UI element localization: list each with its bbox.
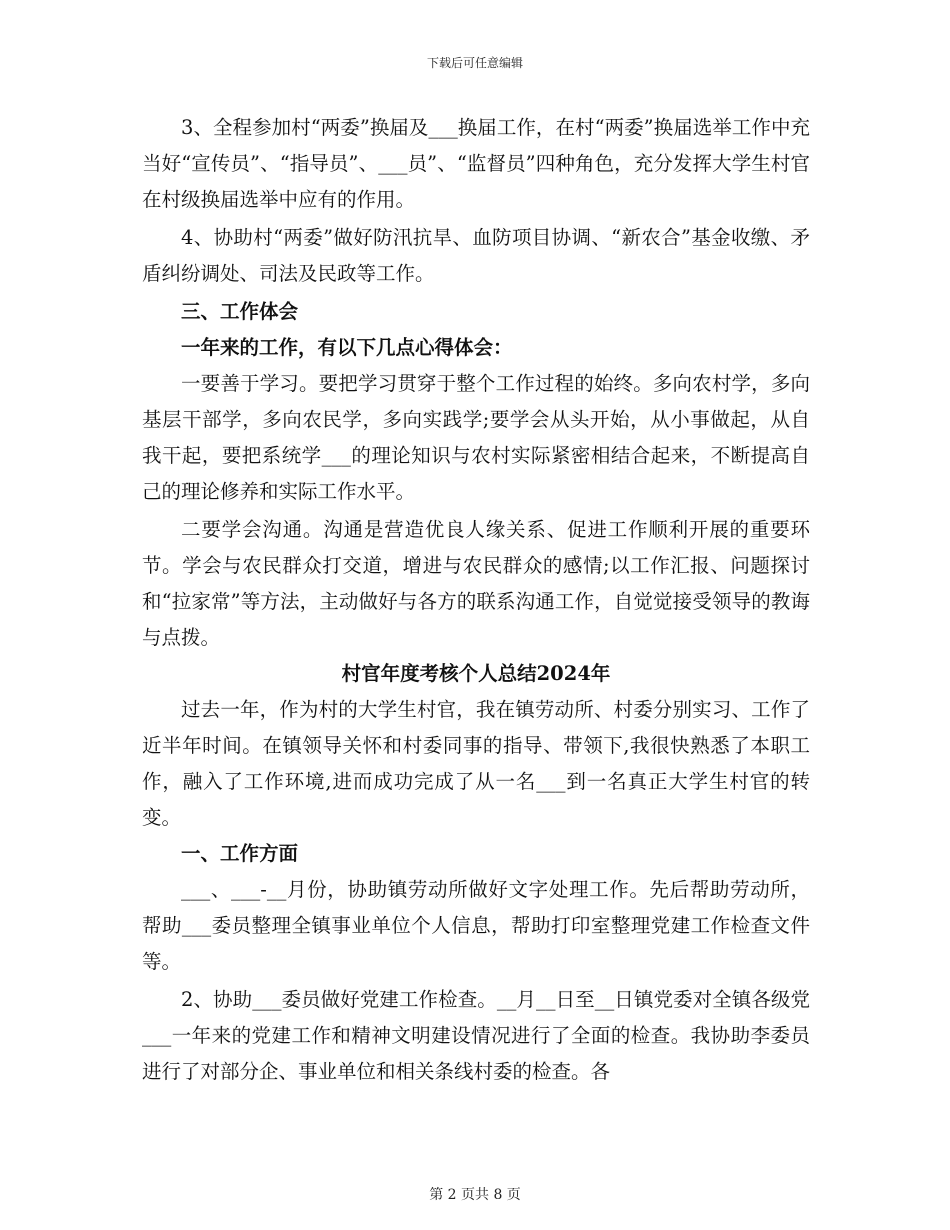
page-header: 下载后可任意编辑: [426, 56, 523, 70]
paragraph: 3、全程参加村“两委”换届及___换届工作，在村“两委”换届选举工作中充当好“宣传员”、“指导员”、___员”、“监督员”四种角色，充分发挥大学生村官在村级换届选举中应有的作用。: [142, 116, 810, 211]
paragraph: 二要学会沟通。沟通是营造优良人缘关系、促进工作顺利开展的重要环节。学会与农民群众打交道，增进与农民群众的感情;以工作汇报、问题探讨和“拉家常”等方法，主动做好与各方的联系沟通工作，自觉觉接受领导的教诲与点拨。: [142, 518, 810, 649]
paragraph: 2、协助___委员做好党建工作检查。__月__日至__日镇党委对全镇各级党___一年来的党建工作和精神文明建设情况进行了全面的检查。我协助李委员进行了对部分企、事业单位和相关条线村委的检查。各: [142, 988, 810, 1083]
paragraph: ___、___-__月份，协助镇劳动所做好文字处理工作。先后帮助劳动所，帮助___委员整理全镇事业单位个人信息，帮助打印室整理党建工作检查文件等。: [142, 878, 810, 973]
document-body: [142, 110, 810, 1090]
paragraph: 过去一年，作为村的大学生村官，我在镇劳动所、村委分别实习、工作了近半年时间。在镇领导关怀和村委同事的指导、带领下,我很快熟悉了本职工作，融入了工作环境,进而成功完成了从一名___到一名真正大学生村官的转变。: [142, 698, 810, 829]
paragraph: 一要善于学习。要把学习贯穿于整个工作过程的始终。多向农村学，多向基层干部学，多向农民学，多向实践学;要学会从头开始，从小事做起，从自我干起，要把系统学___的理论知识与农村实际紧密相结合起来，不断提高自己的理论修养和实际工作水平。: [142, 372, 810, 503]
section-heading: 一、工作方面: [181, 842, 299, 865]
page-footer: 第 2 页共 8 页: [429, 1187, 521, 1203]
section-heading: 三、工作体会: [181, 300, 299, 323]
section-heading: 一年来的工作，有以下几点心得体会：: [181, 336, 513, 359]
document-title: 村官年度考核个人总结2024年: [341, 662, 611, 685]
paragraph: 4、协助村“两委”做好防汛抗旱、血防项目协调、“新农合”基金收缴、矛盾纠纷调处、司法及民政等工作。: [142, 226, 810, 285]
